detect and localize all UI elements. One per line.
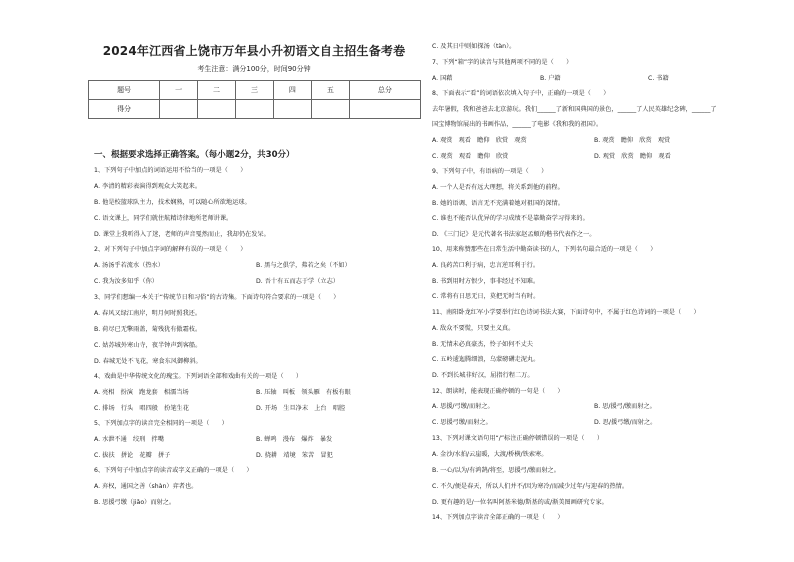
exam-notice: 考生注意：满分100分，时间90分钟: [197, 65, 311, 73]
question-line: 7、下列“箱”字的读音与其他两项不同的是（ ）: [432, 59, 573, 66]
option-line: C. 姑苏城外寒山寺，夜半钟声到客船。: [94, 342, 202, 349]
question-line: 8、下面表示“看”的词语依次填入句子中，正确的一项是（ ）: [432, 90, 610, 97]
option-line: C. 五岭逶迤腾细浪，乌蒙磅礴走泥丸。: [432, 356, 540, 363]
score-header-cell: 二: [198, 81, 236, 100]
option-line: A. 一个人是否有远大理想，将关系到他的前程。: [432, 184, 564, 191]
option-line: B. 他是校篮球队主力，技术娴熟，可以随心所欲地运球。: [94, 199, 251, 206]
score-table: [88, 80, 421, 119]
option-line: C. 书籍: [648, 75, 669, 82]
option-line: B. 书到用时方恨少，事非经过不知难。: [432, 278, 540, 285]
option-line: D. 吾十有五而志于学（立志）: [256, 278, 339, 285]
option-line: C. 常将有日思无日，莫把无时当有时。: [432, 293, 540, 300]
score-cell[interactable]: [198, 100, 236, 119]
option-line: B. 压轴 叫板 领头雁 有板有眼: [256, 389, 351, 396]
question-line: 3、同学们想编一本关于“传统节日和习俗”的古诗集。下面诗句符合要求的一项是（ ）: [94, 294, 340, 301]
question-line: 6、下列句子中加点字的读音或字义正确的一项是（ ）: [94, 467, 253, 474]
option-line: A. 思援/弓缴/而射之。: [432, 403, 494, 410]
option-line: C. 思援弓缴/而射之。: [432, 419, 492, 426]
option-line: B. 观赏 瞻仰 欣赏 观赏: [594, 137, 671, 144]
question-line: 11、南阳卧龙红军小学要举行红色诗词书法大赛，下面诗句中，不属于红色诗词的一项是（ ）: [432, 309, 700, 316]
option-line: A. 水泄不通 绞刑 拌嘴: [94, 436, 164, 443]
option-line: D. 思/援弓缴/而射之。: [594, 419, 657, 426]
option-line: C. 谁也不能否认优异的学习成绩不是靠勤奋学习得来的。: [432, 215, 589, 222]
option-line: B. 思/援弓/缴而射之。: [594, 403, 656, 410]
question-line: 5、下列加点字的读音完全相同的一项是（ ）: [94, 420, 228, 427]
option-line: D. 开场 生旦净末 上台 唱腔: [256, 405, 346, 412]
score-value-row: [89, 100, 421, 119]
option-line: A. 观赏 观看 瞻仰 欣赏 观赏: [432, 137, 527, 144]
question-line: 13、下列对课文语句用“/”标注正确停顿错误的一项是（ ）: [432, 435, 604, 442]
option-line: B. 黑与之俱学，弗若之矣（不如）: [256, 262, 351, 269]
score-row-label: 得分: [89, 100, 160, 119]
option-line: C. 语文课上，同学们就住航精诗律地所老师讲课。: [94, 215, 233, 222]
question-line: 12、朗读时，能表现正确停顿的一句是（ ）: [432, 388, 564, 395]
score-header-row: [89, 81, 421, 100]
option-line: D. 《三门记》是元代著名书法家赵孟頫的楷书代表作之一。: [432, 231, 596, 238]
option-line: D. 春城无处不飞花，寒食东风御柳斜。: [94, 358, 202, 365]
passage-line: 国宝博物馆展出的书画作品，______了电影《我和我的祖国》。: [432, 121, 603, 128]
option-line: B. 无情未必真豪杰，怜子如何不丈夫: [432, 341, 533, 348]
option-line: A. 亮相 扮演 跑龙套 相濡当场: [94, 389, 189, 396]
option-line: A. 李清的精彩表演得到观众大笑起来。: [94, 183, 202, 190]
question-line: 10、用来称赞那些在日常生活中勤奋读书的人，下列名句最合适的一项是（ ）: [432, 246, 657, 253]
option-line: A. 春风又绿江南岸，明月何时照我还。: [94, 310, 202, 317]
option-line: A. 国藉: [432, 75, 453, 82]
score-cell[interactable]: [349, 100, 420, 119]
option-line: B. 荷尽已无擎雨盖，菊残犹有傲霜枝。: [94, 326, 202, 333]
score-cell[interactable]: [160, 100, 198, 119]
question-line: 2、对下列句子中加点字词的解释有误的一项是（ ）: [94, 246, 247, 253]
option-line: C. 不久/便是春天，所以人们并不/因为寒冷/而减少过年/与迎春的热情。: [432, 483, 629, 490]
question-line: 14、下列加点字读音全部正确的一项是（ ）: [432, 514, 564, 521]
option-line: D. 观赏 欣赏 瞻仰 观看: [594, 153, 671, 160]
score-header-cell: 总分: [349, 81, 420, 100]
option-line: B. 户籍: [540, 75, 561, 82]
score-cell[interactable]: [236, 100, 274, 119]
option-line: C. 排场 行头 唱四般 扮笔生花: [94, 405, 189, 412]
option-line: B. 蝉鸣 漫布 爆炸 暴发: [256, 436, 333, 443]
option-line: C. 拔扶 拼论 花瓣 拼子: [94, 452, 171, 459]
option-line: A. 良药苦口利于病，忠言逆耳利于行。: [432, 262, 540, 269]
option-line: A. 汤汤乎若流水（热水）: [94, 262, 164, 269]
score-header-cell: 一: [160, 81, 198, 100]
passage-line: 去年暑假，我和爸爸去北京游玩。我们______了新和国典国的景色，______了人民英雄纪念碑，______了: [432, 106, 717, 113]
page-title: 2024年江西省上饶市万年县小升初语文自主招生备考卷: [102, 44, 406, 58]
score-header-cell: 题号: [89, 81, 160, 100]
option-line: C. 及其日中则如探汤（tàn）。: [432, 43, 516, 50]
option-line: B. 思援弓缴（jiǎo）而射之。: [94, 499, 176, 506]
score-cell[interactable]: [273, 100, 311, 119]
question-line: 4、戏曲是中华传统文化的瑰宝。下列词语全部和戏曲有关的一项是（ ）: [94, 373, 303, 380]
score-cell[interactable]: [311, 100, 349, 119]
option-line: C. 我为汝多知乎（你）: [94, 278, 158, 285]
option-line: B. 一心/以为/有鸿鹄/将至，思援弓/缴而射之。: [432, 467, 560, 474]
option-line: D. 不到长城非好汉，屈指行程二万。: [432, 372, 534, 379]
option-line: D. 挠耕 靖境 笨苦 冒犯: [256, 452, 333, 459]
question-line: 1、下列句子中加点的词语运用不恰当的一项是（ ）: [94, 167, 247, 174]
option-line: C. 观赏 观看 瞻仰 欣赏: [432, 153, 509, 160]
option-line: A. 弃权，通国之善（shàn）弈者也。: [94, 483, 198, 490]
score-header-cell: 四: [273, 81, 311, 100]
score-header-cell: 五: [311, 81, 349, 100]
section-heading: 一、根据要求选择正确答案。（每小题2分，共30分）: [94, 150, 295, 160]
option-line: D. 更有趣的是/一位名叫阿基米德/斯基的或/渐美图画研究专家。: [432, 499, 608, 506]
score-header-cell: 三: [236, 81, 274, 100]
option-line: A. 金沙/水拍/云崖暖，大渡/桥横/铁索寒。: [432, 451, 548, 458]
option-line: B. 她的语调、语言无不充满着她对祖国的深情。: [432, 200, 564, 207]
option-line: D. 课堂上我听得入了迷，老师的声音戛然而止，我却仍在发呆。: [94, 231, 270, 238]
question-line: 9、下列句子中，有语病的一项是（ ）: [432, 168, 548, 175]
option-line: A. 敌众不要慌，只要主义真。: [432, 325, 515, 332]
